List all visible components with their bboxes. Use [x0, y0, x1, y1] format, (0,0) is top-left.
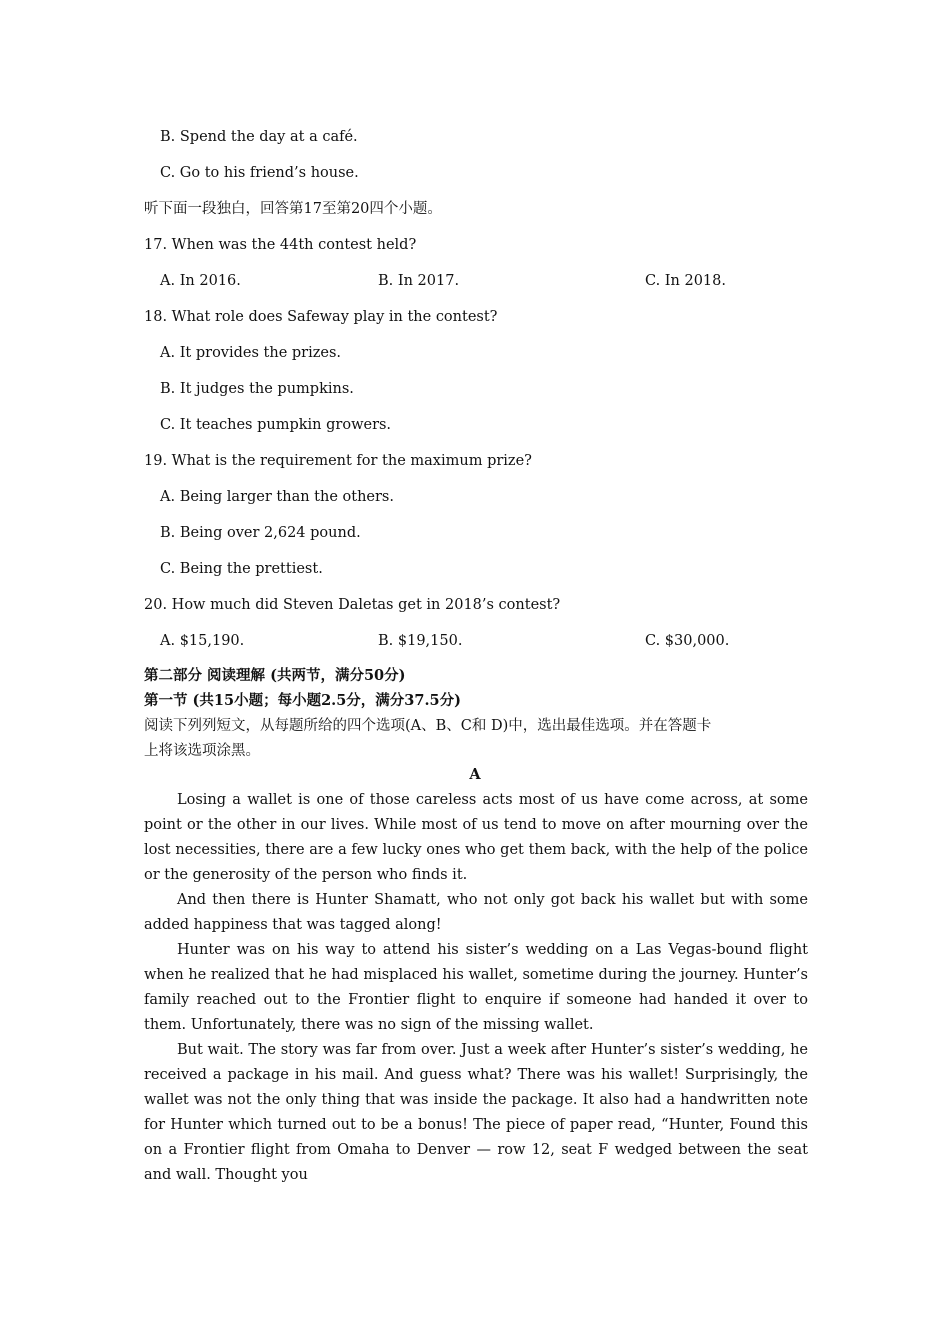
q19-option-b: B. Being over 2,624 pound.: [160, 525, 361, 541]
q16-option-b: B. Spend the day at a café.: [160, 129, 358, 145]
reading-part-title: 第二部分 阅读理解 (共两节，满分50分): [144, 667, 406, 684]
q18-option-c: C. It teaches pumpkin growers.: [160, 417, 392, 433]
q16-option-c: C. Go to his friend’s house.: [160, 165, 359, 181]
q20-stem: 20. How much did Steven Daletas get in 2018’s contest?: [144, 597, 561, 613]
listening-instruction: 听下面一段独白，回答第17至第20四个小题。: [144, 201, 442, 217]
q18-option-a: A. It provides the prizes.: [160, 345, 342, 361]
reading-section-title: 第一节 (共15小题；每小题2.5分，满分37.5分): [144, 692, 461, 709]
q17-stem: 17. When was the 44th contest held?: [144, 237, 417, 253]
passage-paragraph: And then there is Hunter Shamatt, who not only got back his wallet but with some added happiness that was tagged along!: [144, 892, 808, 933]
q17-option-c: C. In 2018.: [645, 273, 726, 289]
q19-stem: 19. What is the requirement for the maximum prize?: [144, 453, 532, 469]
passage-paragraph: Losing a wallet is one of those careless acts most of us have come across, at some point or the other in our lives. While most of us tend to move on after mourning over the lost necessities, there are a few lucky ones who get them back, with the help of the police or the generosity of the person who finds it.: [144, 792, 808, 883]
reading-instruction-line-1: 阅读下列列短文，从每题所给的四个选项(A、B、C和 D)中，选出最佳选项。并在答题卡: [144, 718, 712, 734]
q17-option-b: B. In 2017.: [378, 273, 460, 289]
q20-option-a: A. $15,190.: [160, 633, 245, 649]
passage-label: A: [469, 766, 481, 783]
passage-body: [144, 788, 808, 1188]
reading-instruction-line-2: 上将该选项涂黑。: [144, 743, 260, 759]
q19-option-c: C. Being the prettiest.: [160, 561, 323, 577]
q17-option-a: A. In 2016.: [160, 273, 241, 289]
q20-option-c: C. $30,000.: [645, 633, 730, 649]
q18-option-b: B. It judges the pumpkins.: [160, 381, 354, 397]
q19-option-a: A. Being larger than the others.: [160, 489, 394, 505]
q20-option-b: B. $19,150.: [378, 633, 463, 649]
passage-paragraph: Hunter was on his way to attend his sister’s wedding on a Las Vegas-bound flight when he realized that he had misplaced his wallet, sometime during the journey. Hunter’s family reached out to the Frontier flight to enquire if someone had handed it over to them. Unfortunately, there was no sign of the missing wallet.: [144, 942, 808, 1033]
passage-paragraph: But wait. The story was far from over. Just a week after Hunter’s sister’s wedding, he received a package in his mail. And guess what? There was his wallet! Surprisingly, the wallet was not the only thing that was inside the package. It also had a handwritten note for Hunter which turned out to be a bonus! The piece of paper read, “Hunter, Found this on a Frontier flight from Omaha to Denver — row 12, seat F wedged between the seat and wall. Thought you: [144, 1042, 808, 1183]
q18-stem: 18. What role does Safeway play in the contest?: [144, 309, 498, 325]
